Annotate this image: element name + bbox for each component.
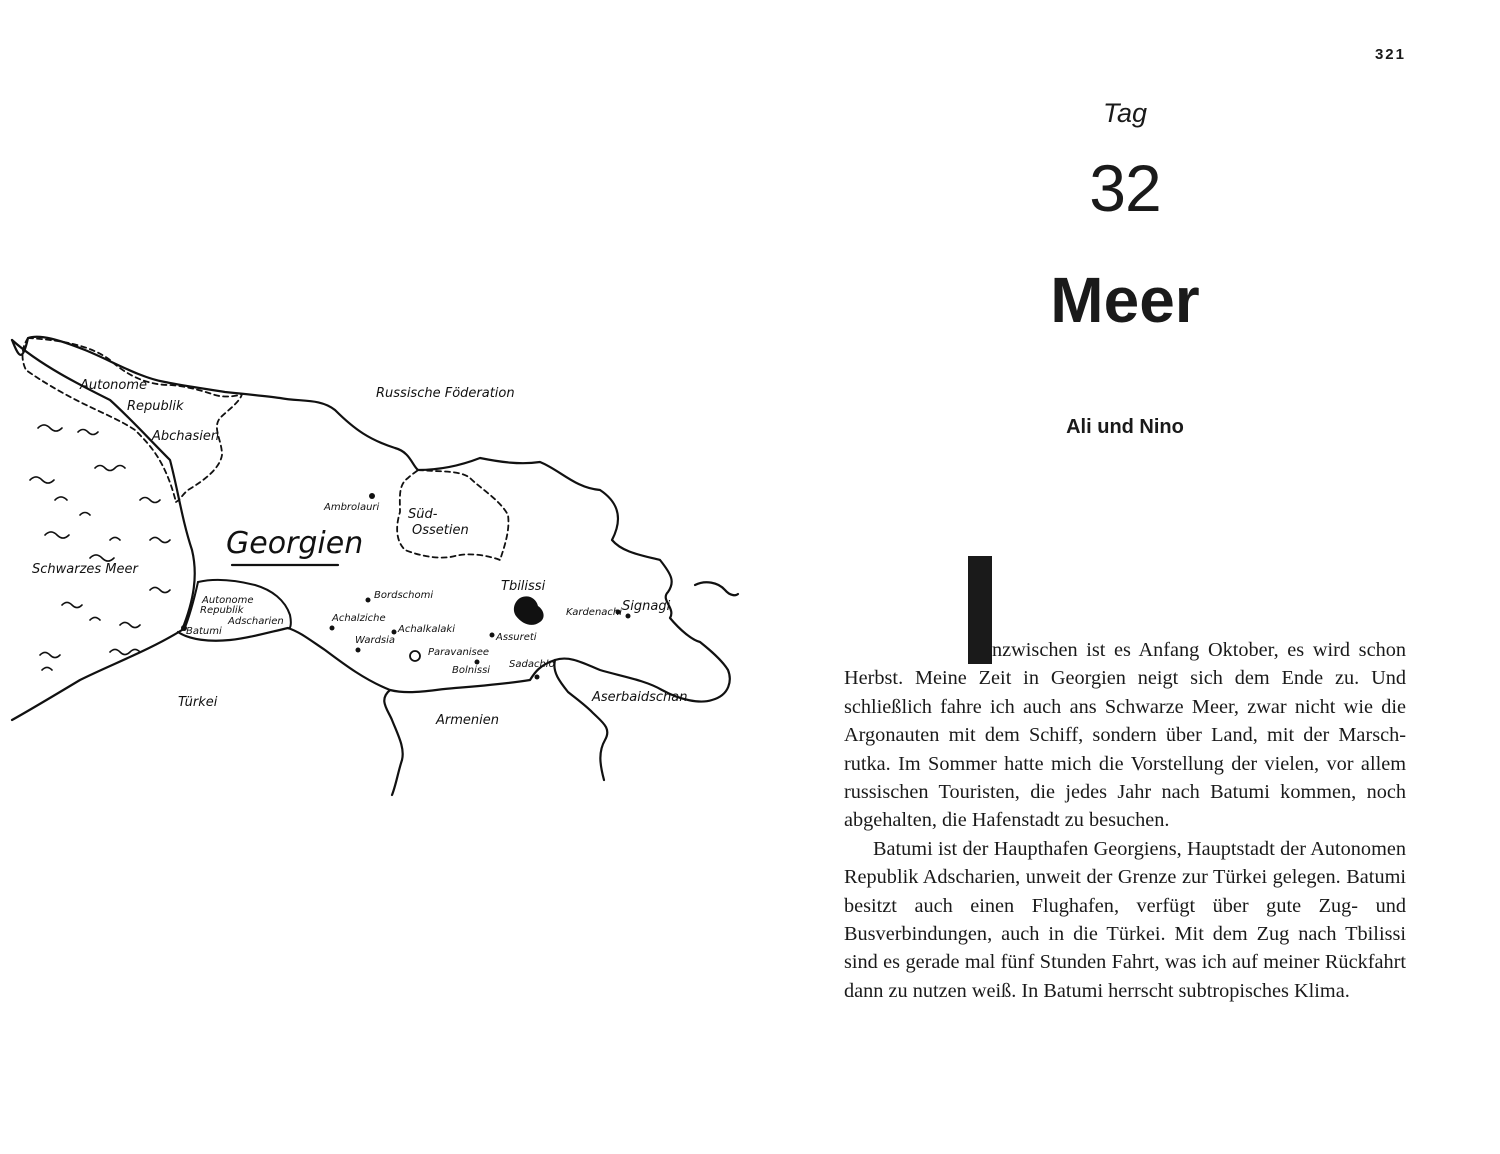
dot-achalkalaki xyxy=(392,630,397,635)
dot-ambrolauri xyxy=(369,493,375,499)
drop-cap xyxy=(844,556,992,664)
paragraph-1: nzwischen ist es Anfang Oktober, es wird schon Herbst. Meine Zeit in Georgien neigt sich dem Ende zu. Und schließlich fahre ich auch ans Schwarze Meer, zwar nicht wie die Argonauten mit dem Schiff, sondern über Land, mit der Marschrutka. Im Sommer hatte mich die Vorstellung der vielen, vor allem russischen Touristen, die jedes Jahr nach Batumi kommen, noch abgehalten, die Hafenstadt zu besuchen. xyxy=(844,639,1406,832)
dot-sadachlo xyxy=(535,675,540,680)
label-paravanisee: Paravanisee xyxy=(428,647,490,658)
drop-cap-letter xyxy=(844,556,845,557)
label-adjara-1: Autonome xyxy=(202,595,254,606)
tbilissi-marker xyxy=(514,596,544,624)
chapter-title: Meer xyxy=(1050,264,1200,336)
label-wardsia: Wardsia xyxy=(355,635,396,646)
label-signagi: Signagi xyxy=(622,599,671,614)
azerbaijan-border xyxy=(554,660,607,780)
dot-wardsia xyxy=(356,648,361,653)
label-adjara-2: Republik xyxy=(200,605,244,616)
label-russia: Russische Föderation xyxy=(376,386,515,401)
dot-bolnissi xyxy=(475,660,480,665)
label-black-sea: Schwarzes Meer xyxy=(32,562,138,577)
label-armenia: Armenien xyxy=(436,713,499,728)
map-drawing xyxy=(0,320,760,810)
label-kardenachi: Kardenachi xyxy=(566,607,623,618)
paravanisee-marker xyxy=(410,651,420,661)
label-adjara-3: Adscharien xyxy=(228,616,284,627)
page-number: 321 xyxy=(1374,46,1406,63)
label-bolnissi: Bolnissi xyxy=(452,665,491,676)
label-abkhazia-1: Autonome xyxy=(80,378,148,393)
section-title: Ali und Nino xyxy=(1066,416,1184,438)
paragraph-2: Batumi ist der Haupthafen Georgiens, Hauptstadt der Autonomen Republik Adscharien, unweit der Grenze zur Türkei gelegen. Batumi besitzt auch einen Flughafen, verfügt über gute Zug- und Busverbindungen, auch in die Türkei. Mit dem Zug nach Tbilissi sind es gerade mal fünf Stunden Fahrt, was ich auf meiner Rückfahrt dann zu nutzen weiß. In Batumi herrscht subtropisches Klima. xyxy=(844,837,1406,1002)
label-tbilissi: Tbilissi xyxy=(501,579,546,594)
dot-assureti xyxy=(490,633,495,638)
armenia-border xyxy=(384,690,402,795)
label-achalkalaki: Achalkalaki xyxy=(398,624,455,635)
label-ossetia-2: Ossetien xyxy=(412,523,469,538)
label-ambrolauri: Ambrolauri xyxy=(324,502,380,513)
sea-waves xyxy=(30,425,170,670)
turkey-border xyxy=(12,630,182,720)
chapter-text xyxy=(844,556,1406,1005)
dot-signagi xyxy=(626,614,631,619)
label-azerbaijan: Aserbaidschan xyxy=(592,690,688,705)
dot-achalziche xyxy=(330,626,335,631)
label-batumi: Batumi xyxy=(186,626,222,637)
label-abkhazia-3: Abchasien xyxy=(152,429,220,444)
label-turkey: Türkei xyxy=(178,695,218,710)
label-sadachlo: Sadachlo xyxy=(509,659,555,670)
label-bordschomi: Bordschomi xyxy=(374,590,434,601)
label-abkhazia-2: Republik xyxy=(127,399,184,414)
label-assureti: Assureti xyxy=(496,632,537,643)
georgia-map xyxy=(0,320,760,810)
label-country: Georgien xyxy=(226,526,364,561)
chapter-number: 32 xyxy=(1089,151,1161,225)
label-achalziche: Achalziche xyxy=(332,613,386,624)
abkhazia-boundary xyxy=(28,338,242,502)
chapter-label: Tag xyxy=(1102,98,1148,128)
label-ossetia-1: Süd- xyxy=(408,507,438,522)
dot-bordschomi xyxy=(366,598,371,603)
